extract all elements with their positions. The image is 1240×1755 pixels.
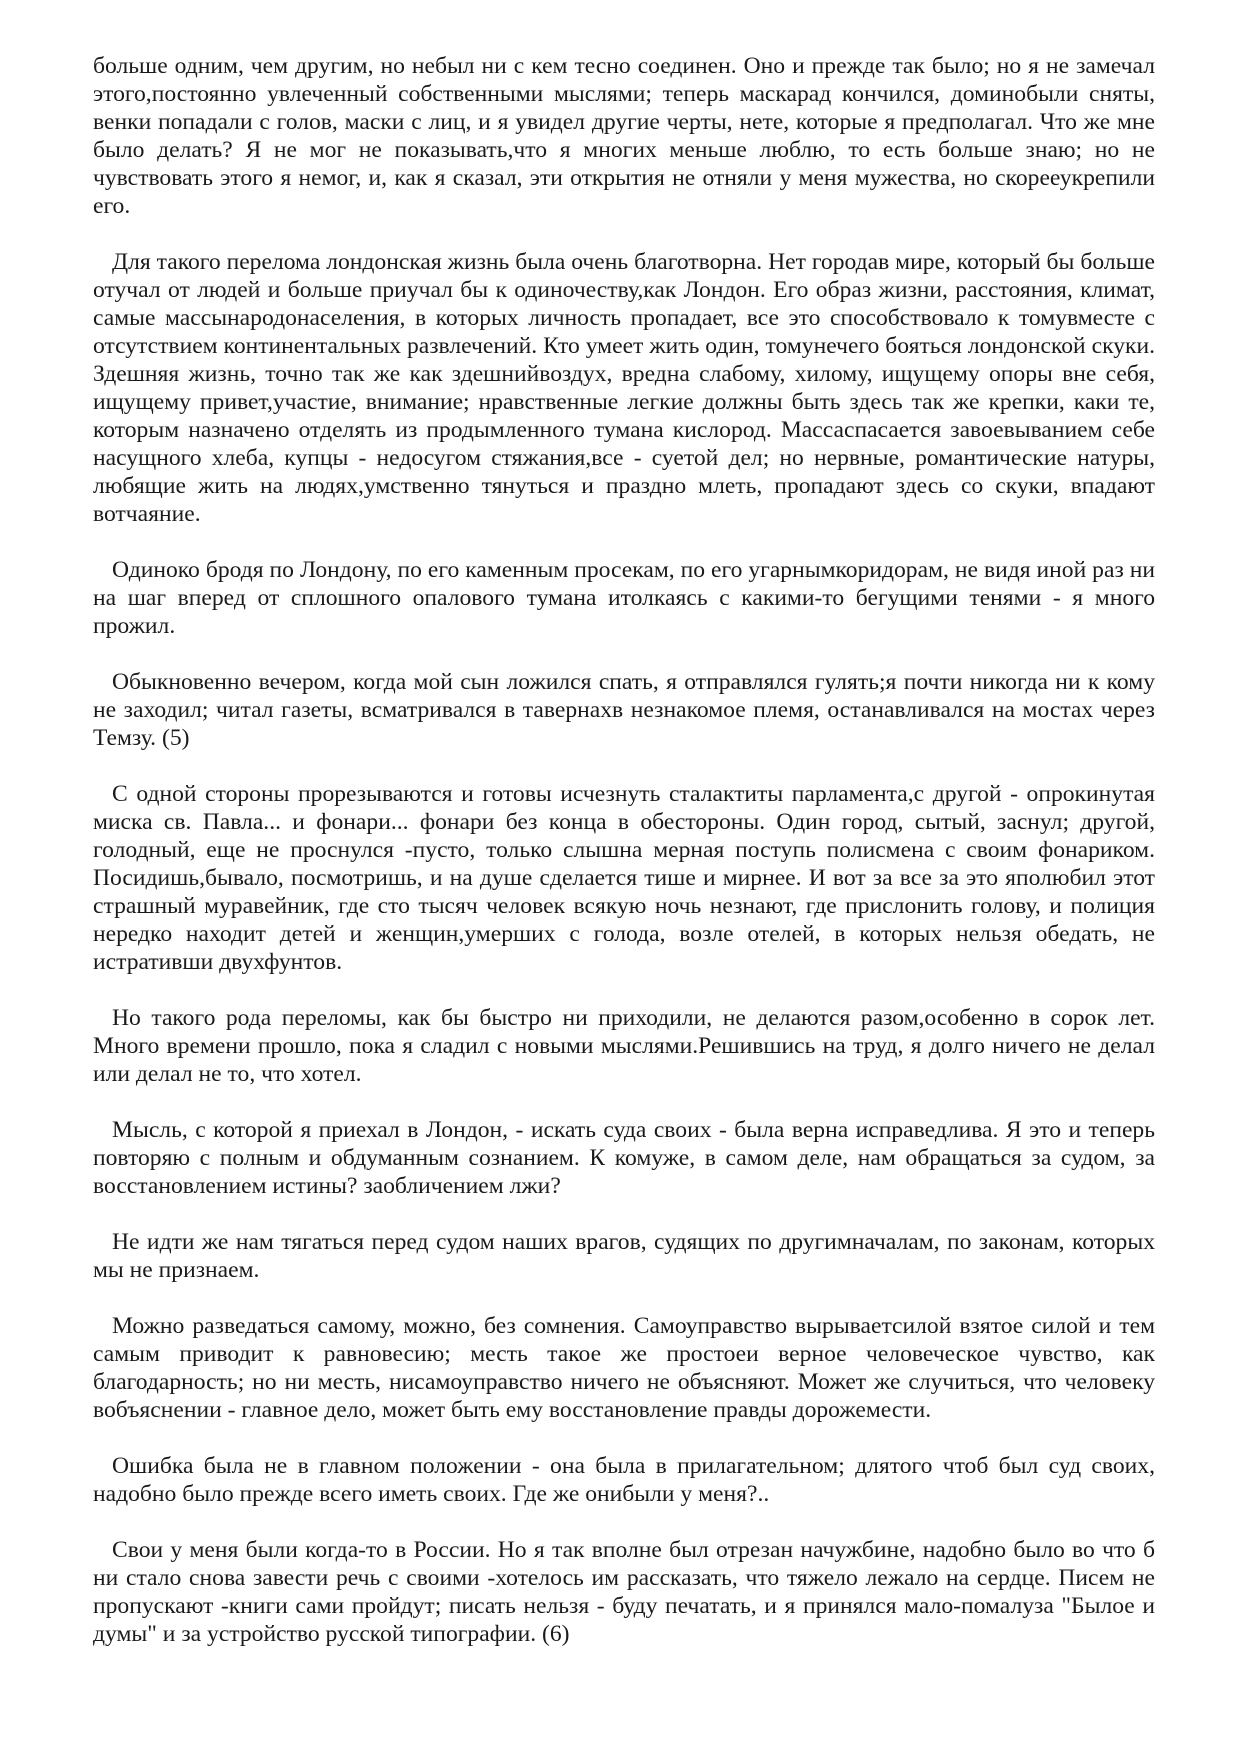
paragraph-10: Ошибка была не в главном положении - она была в прилагательном; длятого чтоб был суд своих, надобно было прежде всего иметь своих. Где же онибыли у меня?.. <box>93 1453 1155 1507</box>
paragraph-9: Можно разведаться самому, можно, без сомнения. Самоуправство вырываетсилой взятое силой и тем самым приводит к равновесию; месть такое же простоеи верное человеческое чувство, как благодарность; но ни месть, нисамоуправство ничего не объясняют. Может же случиться, что человеку вобъяснении - главное дело, может быть ему восстановление правды дорожемести. <box>93 1313 1155 1423</box>
paragraph-2: Для такого перелома лондонская жизнь была очень благотворна. Нет городав мире, который бы больше отучал от людей и больше приучал бы к одиночеству,как Лондон. Его образ жизни, расстояния, климат, самые массынародонаселения, в которых личность пропадает, все это способствовало к томувместе с отсутствием континентальных развлечений. Кто умеет жить один, томунечего бояться лондонской скуки. Здешняя жизнь, точно так же как здешнийвоздух, вредна слабому, хилому, ищущему опоры вне себя, ищущему привет,участие, внимание; нравственные легкие должны быть здесь так же крепки, каки те, которым назначено отделять из продымленного тумана кислород. Массаспасается завоевыванием себе насущного хлеба, купцы - недосугом стяжания,все - суетой дел; но нервные, романтические натуры, любящие жить на людях,умственно тянуться и праздно млеть, пропадают здесь со скуки, впадают вотчаяние. <box>93 249 1155 527</box>
paragraph-11: Свои у меня были когда-то в России. Но я так вполне был отрезан начужбине, надобно было во что б ни стало снова завести речь с своими -хотелось им рассказать, что тяжело лежало на сердце. Писем не пропускают -книги сами пройдут; писать нельзя - буду печатать, и я принялся мало-помалуза "Былое и думы" и за устройство русской типографии. (6) <box>93 1537 1155 1647</box>
paragraph-3: Одиноко бродя по Лондону, по его каменным просекам, по его угарнымкоридорам, не видя иной раз ни на шаг вперед от сплошного опалового тумана итолкаясь с какими-то бегущими тенями - я много прожил. <box>93 557 1155 639</box>
paragraph-1: больше одним, чем другим, но небыл ни с кем тесно соединен. Оно и прежде так было; но я не замечал этого,постоянно увлеченный собственными мыслями; теперь маскарад кончился, доминобыли сняты, венки попадали с голов, маски с лиц, и я увидел другие черты, нете, которые я предполагал. Что же мне было делать? Я не мог не показывать,что я многих меньше люблю, то есть больше знаю; но не чувствовать этого я немог, и, как я сказал, эти открытия не отняли у меня мужества, но скорееукрепили его. <box>93 53 1155 219</box>
paragraph-4: Обыкновенно вечером, когда мой сын ложился спать, я отправлялся гулять;я почти никогда ни к кому не заходил; читал газеты, всматривался в тавернахв незнакомое племя, останавливался на мостах через Темзу. (5) <box>93 669 1155 751</box>
paragraph-7: Мысль, с которой я приехал в Лондон, - искать суда своих - была верна исправедлива. Я это и теперь повторяю с полным и обдуманным сознанием. К комуже, в самом деле, нам обращаться за судом, за восстановлением истины? заобличением лжи? <box>93 1117 1155 1199</box>
paragraph-5: С одной стороны прорезываются и готовы исчезнуть сталактиты парламента,с другой - опрокинутая миска св. Павла... и фонари... фонари без конца в обестороны. Один город, сытый, заснул; другой, голодный, еще не проснулся -пусто, только слышна мерная поступь полисмена с своим фонариком. Посидишь,бывало, посмотришь, и на душе сделается тише и мирнее. И вот за все за это яполюбил этот страшный муравейник, где сто тысяч человек всякую ночь незнают, где прислонить голову, и полиция нередко находит детей и женщин,умерших с голода, возле отелей, в которых нельзя обедать, не истративши двухфунтов. <box>93 781 1155 975</box>
paragraph-8: Не идти же нам тягаться перед судом наших врагов, судящих по другимначалам, по законам, которых мы не признаем. <box>93 1229 1155 1283</box>
document-page <box>93 52 1155 1676</box>
paragraph-6: Но такого рода переломы, как бы быстро ни приходили, не делаются разом,особенно в сорок лет. Много времени прошло, пока я сладил с новыми мыслями.Решившись на труд, я долго ничего не делал или делал не то, что хотел. <box>93 1005 1155 1087</box>
